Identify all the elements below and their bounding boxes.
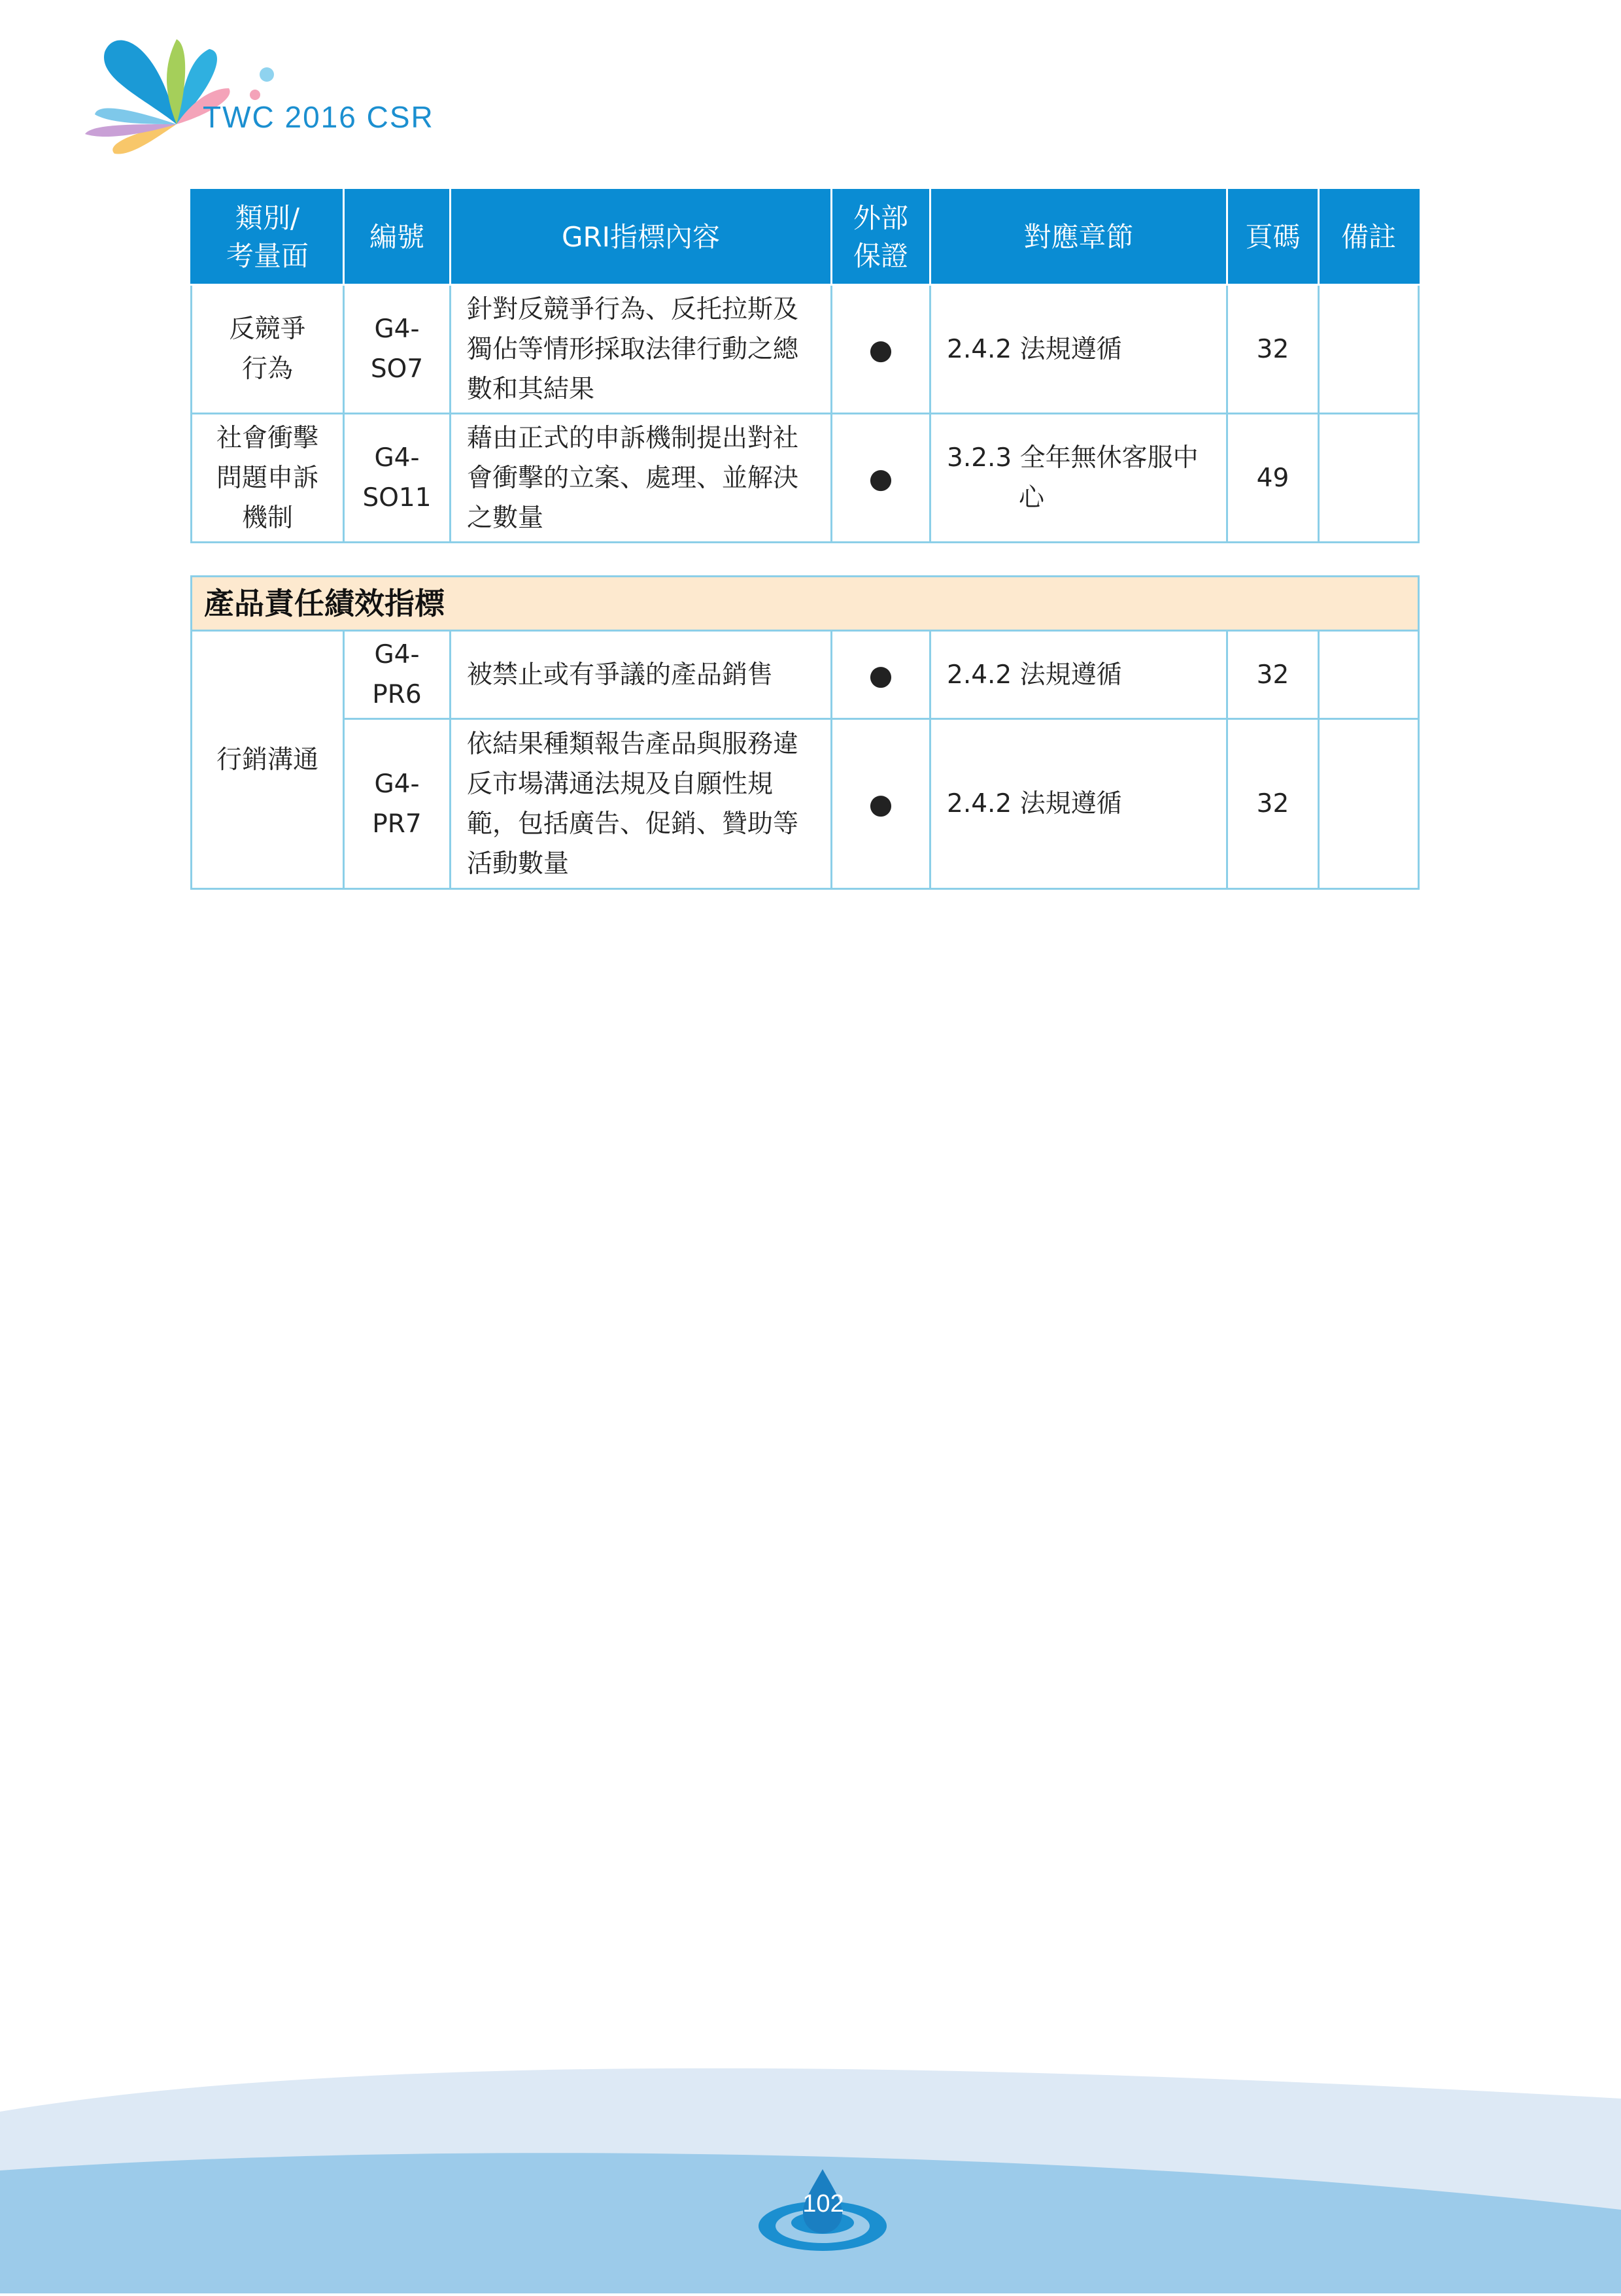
cell-chapter: 2.4.2 法規遵循 — [930, 631, 1227, 719]
product-responsibility-table — [190, 575, 1420, 890]
cell-category: 行銷溝通 — [192, 631, 344, 889]
cell-assured-dot: ● — [832, 631, 930, 719]
cell-code: G4- SO11 — [344, 414, 451, 543]
cell-page: 49 — [1227, 414, 1319, 543]
cell-assured-dot: ● — [832, 285, 930, 414]
header-assured: 外部 保證 — [832, 190, 930, 285]
header-code: 編號 — [344, 190, 451, 285]
table-row — [192, 719, 1419, 889]
cell-page: 32 — [1227, 285, 1319, 414]
cell-chapter: 2.4.2 法規遵循 — [930, 719, 1227, 889]
table-row — [192, 414, 1419, 543]
cell-content: 依結果種類報告產品與服務違反市場溝通法規及自願性規範，包括廣告、促銷、贊助等活動數量 — [451, 719, 832, 889]
cell-chapter: 2.4.2 法規遵循 — [930, 285, 1227, 414]
cell-page: 32 — [1227, 631, 1319, 719]
header-chapter: 對應章節 — [930, 190, 1227, 285]
cell-content: 藉由正式的申訴機制提出對社會衝擊的立案、處理、並解決之數量 — [451, 414, 832, 543]
table-row — [192, 285, 1419, 414]
section-title: 產品責任績效指標 — [192, 577, 1419, 631]
cell-content: 針對反競爭行為、反托拉斯及獨佔等情形採取法律行動之總數和其結果 — [451, 285, 832, 414]
table-row — [192, 631, 1419, 719]
header-content: GRI指標內容 — [451, 190, 832, 285]
cell-note — [1319, 719, 1419, 889]
cell-code: G4- PR6 — [344, 631, 451, 719]
header-category: 類別/ 考量面 — [192, 190, 344, 285]
cell-note — [1319, 414, 1419, 543]
report-title-logo-text: TWC 2016 CSR — [203, 100, 434, 134]
section-header-row — [192, 577, 1419, 631]
cell-note — [1319, 631, 1419, 719]
header-page: 頁碼 — [1227, 190, 1319, 285]
gri-index-table — [190, 189, 1420, 543]
cell-code: G4- SO7 — [344, 285, 451, 414]
page-number: 102 — [802, 2190, 844, 2218]
cell-code: G4- PR7 — [344, 719, 451, 889]
cell-category: 社會衝擊 問題申訴 機制 — [192, 414, 344, 543]
table-header-row — [192, 190, 1419, 285]
footer-wave — [0, 2059, 1621, 2293]
cell-assured-dot: ● — [832, 414, 930, 543]
header-note: 備註 — [1319, 190, 1419, 285]
cell-category: 反競爭 行為 — [192, 285, 344, 414]
cell-assured-dot: ● — [832, 719, 930, 889]
cell-note — [1319, 285, 1419, 414]
cell-page: 32 — [1227, 719, 1319, 889]
wave-decoration-icon — [0, 2059, 1621, 2293]
cell-chapter: 3.2.3 全年無休客服中 心 — [930, 414, 1227, 543]
cell-content: 被禁止或有爭議的產品銷售 — [451, 631, 832, 719]
report-logo — [78, 26, 445, 177]
splash-logo-icon — [78, 26, 275, 170]
